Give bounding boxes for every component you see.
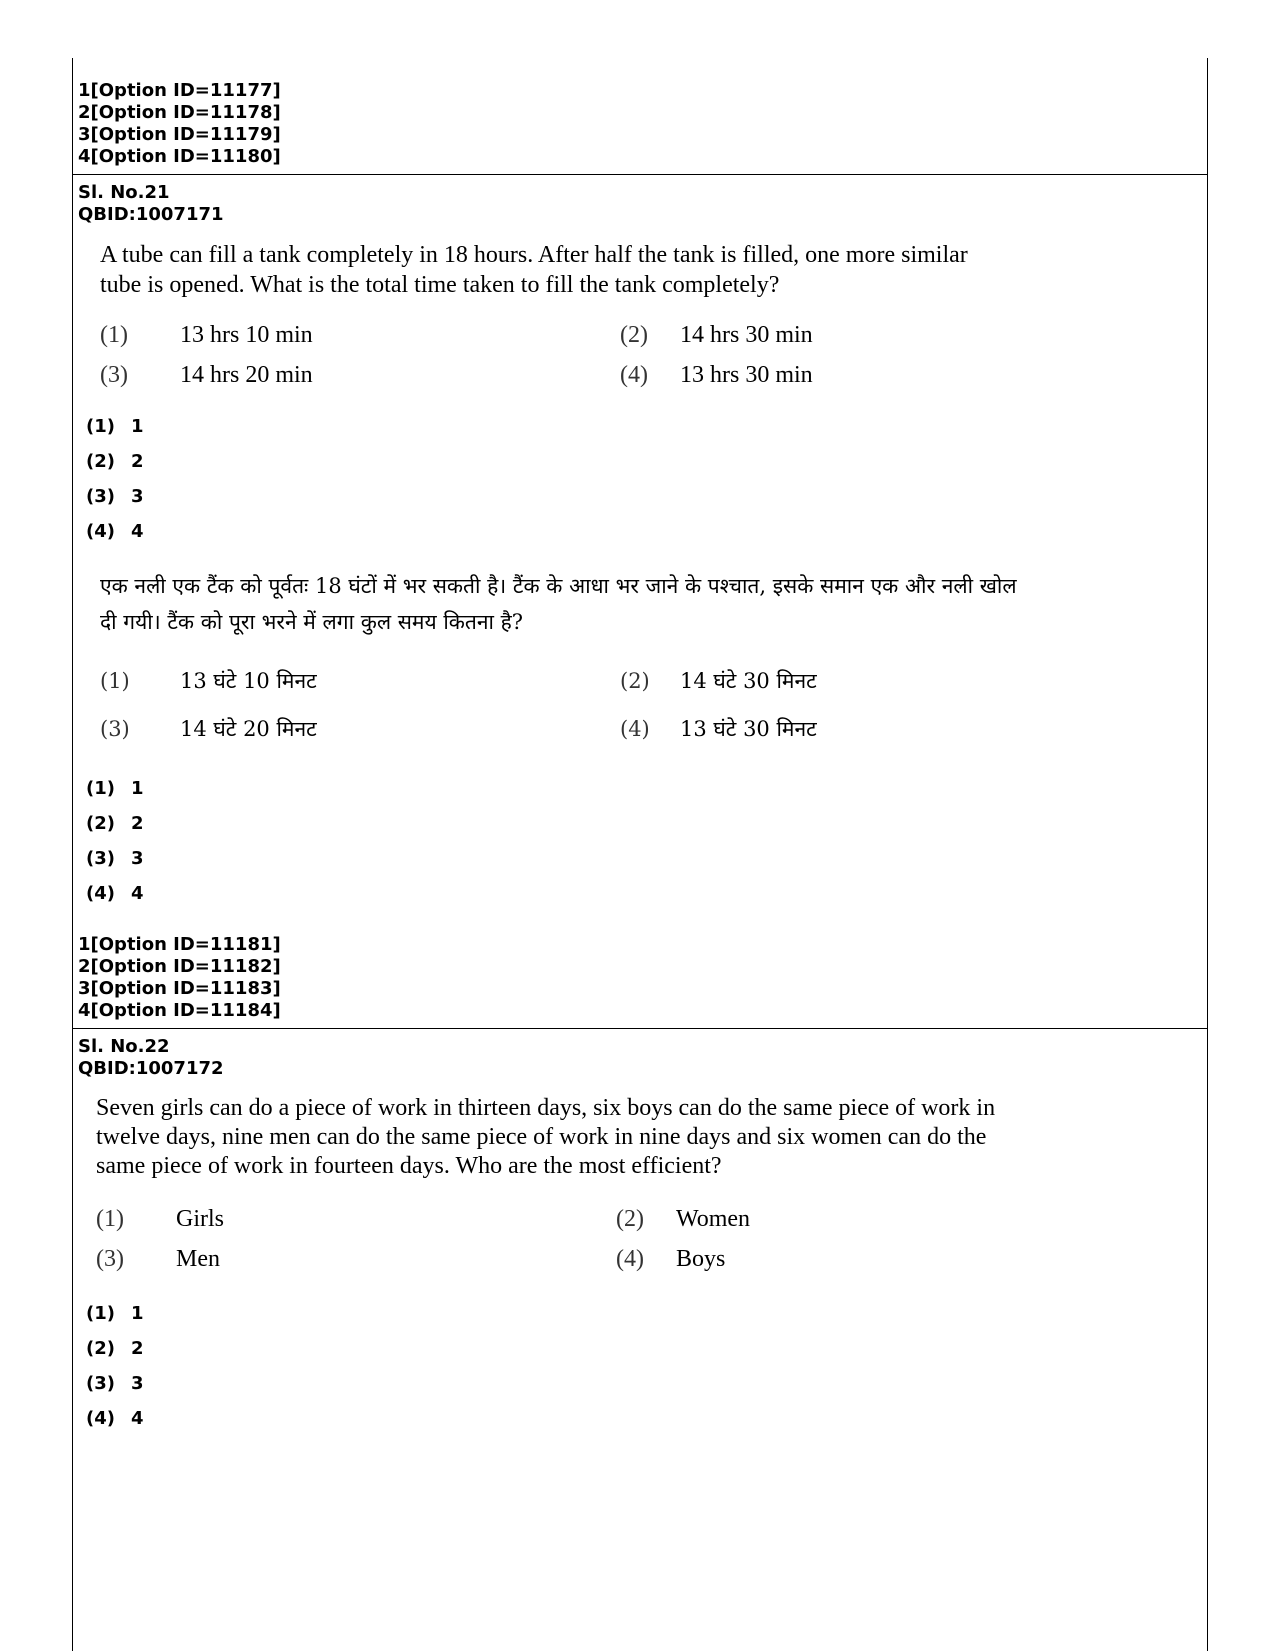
answer-key: (1) — [86, 416, 115, 437]
qbid: QBID:1007171 — [78, 204, 224, 225]
option-4 — [616, 1246, 725, 1273]
answer-choice[interactable] — [86, 1303, 144, 1324]
option-text: 13 घंटे 30 मिनट — [680, 717, 817, 741]
answer-value: 2 — [131, 813, 144, 834]
question-line: दी गयी। टैंक को पूरा भरने में लगा कुल समय कितना है? — [100, 610, 524, 634]
option-number: (1) — [96, 1206, 124, 1232]
answer-key: (3) — [86, 486, 115, 507]
serial-number: Sl. No.21 — [78, 182, 170, 203]
answer-key: (2) — [86, 451, 115, 472]
answer-value: 3 — [131, 1373, 144, 1394]
question-line: twelve days, nine men can do the same piece of work in nine days and six women can do the — [96, 1124, 987, 1150]
option-text: 14 घंटे 30 मिनट — [680, 669, 817, 693]
option-number: (4) — [620, 362, 648, 388]
question-line: same piece of work in fourteen days. Who are the most efficient? — [96, 1153, 722, 1179]
option-4 — [620, 362, 813, 389]
answer-value: 3 — [131, 848, 144, 869]
question-line: tube is opened. What is the total time taken to fill the tank completely? — [100, 272, 780, 298]
option-number: (3) — [100, 717, 130, 741]
option-number: (1) — [100, 669, 130, 693]
option-2 — [616, 1206, 750, 1233]
answer-choice[interactable] — [86, 416, 144, 437]
q21-option-ids — [78, 934, 281, 1022]
answer-choice[interactable] — [86, 1408, 144, 1429]
option-number: (2) — [616, 1206, 644, 1232]
question-21-header — [78, 182, 224, 226]
option-1 — [100, 322, 313, 349]
qbid: QBID:1007172 — [78, 1058, 224, 1079]
answer-value: 1 — [131, 416, 144, 437]
answer-value: 4 — [131, 521, 144, 542]
option-number: (2) — [620, 322, 648, 348]
answer-choice[interactable] — [86, 883, 144, 904]
option-text: 14 घंटे 20 मिनट — [180, 717, 317, 741]
option-id-line: 4[Option ID=11184] — [78, 1000, 281, 1021]
answer-value: 4 — [131, 883, 144, 904]
answer-choice[interactable] — [86, 1338, 144, 1359]
option-number: (4) — [620, 717, 650, 741]
section-divider — [72, 174, 1208, 175]
option-id-line: 1[Option ID=11177] — [78, 80, 281, 101]
answer-choice[interactable] — [86, 848, 144, 869]
answer-key: (4) — [86, 1408, 115, 1429]
question-22-text — [96, 1094, 1186, 1181]
answer-choice[interactable] — [86, 1373, 144, 1394]
answer-value: 3 — [131, 486, 144, 507]
question-21-text-hi — [100, 568, 1190, 640]
option-id-line: 4[Option ID=11180] — [78, 146, 281, 167]
option-text: 13 hrs 30 min — [680, 362, 813, 388]
option-id-line: 3[Option ID=11179] — [78, 124, 281, 145]
option-text: Boys — [676, 1246, 726, 1272]
question-21-text-en — [100, 240, 1180, 300]
answer-key: (3) — [86, 1373, 115, 1394]
option-text: 14 hrs 20 min — [180, 362, 313, 388]
option-id-line: 2[Option ID=11178] — [78, 102, 281, 123]
question-line: Seven girls can do a piece of work in thirteen days, six boys can do the same piece of work in — [96, 1095, 996, 1121]
answer-value: 2 — [131, 1338, 144, 1359]
answer-key: (2) — [86, 813, 115, 834]
option-number: (4) — [616, 1246, 644, 1272]
option-1-hi — [100, 667, 317, 695]
option-text: 13 hrs 10 min — [180, 322, 313, 348]
option-text: 13 घंटे 10 मिनट — [180, 669, 317, 693]
option-id-line: 3[Option ID=11183] — [78, 978, 281, 999]
answer-value: 1 — [131, 1303, 144, 1324]
option-3-hi — [100, 715, 317, 743]
option-text: 14 hrs 30 min — [680, 322, 813, 348]
answer-value: 1 — [131, 778, 144, 799]
option-4-hi — [620, 715, 817, 743]
option-text: Women — [676, 1206, 751, 1232]
question-line: A tube can fill a tank completely in 18 hours. After half the tank is filled, one more similar — [100, 242, 968, 268]
option-id-line: 2[Option ID=11182] — [78, 956, 281, 977]
answer-key: (4) — [86, 883, 115, 904]
option-number: (2) — [620, 669, 650, 693]
top-option-ids — [78, 80, 281, 168]
question-line: एक नली एक टैंक को पूर्वतः 18 घंटों में भर सकती है। टैंक के आधा भर जाने के पश्चात, इसके समान एक और नली खोल — [100, 574, 1017, 598]
answer-key: (2) — [86, 1338, 115, 1359]
option-3 — [96, 1246, 220, 1273]
option-text: Girls — [176, 1206, 224, 1232]
answer-key: (1) — [86, 778, 115, 799]
section-divider — [72, 1028, 1208, 1029]
option-number: (3) — [96, 1246, 124, 1272]
answer-choice[interactable] — [86, 486, 144, 507]
answer-key: (3) — [86, 848, 115, 869]
option-2 — [620, 322, 813, 349]
option-number: (1) — [100, 322, 128, 348]
page-border-right — [1207, 58, 1208, 1651]
answer-choice[interactable] — [86, 813, 144, 834]
option-number: (3) — [100, 362, 128, 388]
answer-value: 4 — [131, 1408, 144, 1429]
answer-choice[interactable] — [86, 521, 144, 542]
answer-choice[interactable] — [86, 451, 144, 472]
option-id-line: 1[Option ID=11181] — [78, 934, 281, 955]
answer-key: (1) — [86, 1303, 115, 1324]
question-22-header — [78, 1036, 224, 1080]
option-text: Men — [176, 1246, 220, 1272]
answer-choice[interactable] — [86, 778, 144, 799]
page-border-left — [72, 58, 73, 1651]
option-3 — [100, 362, 313, 389]
answer-value: 2 — [131, 451, 144, 472]
option-2-hi — [620, 667, 817, 695]
option-1 — [96, 1206, 224, 1233]
serial-number: Sl. No.22 — [78, 1036, 170, 1057]
answer-key: (4) — [86, 521, 115, 542]
